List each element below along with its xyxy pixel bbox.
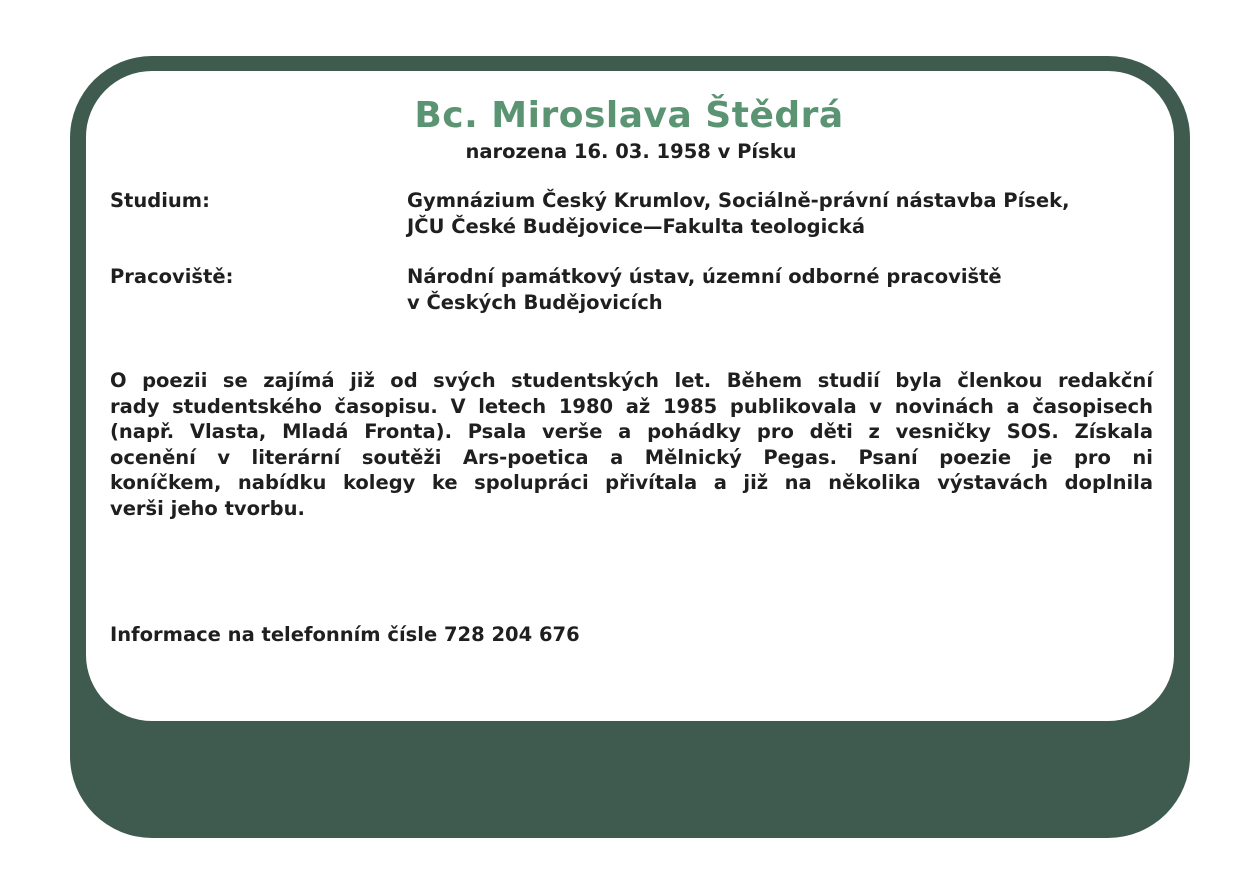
studium-line: Gymnázium Český Krumlov, Sociálně-právní nástavba Písek,	[407, 189, 1070, 212]
pracoviste-line: Národní památkový ústav, územní odborné pracoviště	[407, 265, 1002, 288]
pracoviste-value	[407, 264, 1147, 315]
bio-line: verši jeho tvorbu.	[110, 496, 305, 520]
bio-line: rady studentského časopisu. V letech 1980 až 1985 publikovala v novinách a časopisech	[110, 394, 1153, 418]
biography-paragraph	[110, 368, 1153, 521]
pracoviste-label: Pracoviště:	[110, 265, 234, 288]
studium-label: Studium:	[110, 189, 210, 212]
studium-value	[407, 188, 1147, 239]
bio-line: ocenění v literární soutěži Ars-poetica a Mělnický Pegas. Psaní poezie je pro ni	[110, 445, 1153, 469]
contact-info: Informace na telefonním čísle 728 204 676	[110, 623, 580, 646]
person-name: Bc. Miroslava Štědrá	[414, 95, 844, 136]
bio-line: (např. Vlasta, Mladá Fronta). Psala verše a pohádky pro děti z vesničky SOS. Získala	[110, 420, 1153, 443]
bio-line: O poezii se zajímá již od svých studentských let. Během studií byla členkou redakční	[110, 369, 1153, 392]
birth-info: narozena 16. 03. 1958 v Písku	[465, 140, 797, 163]
pracoviste-line: v Českých Budějovicích	[407, 290, 663, 314]
bio-line: koníčkem, nabídku kolegy ke spolupráci přivítala a již na několika výstavách doplnila	[110, 471, 1153, 494]
studium-line: JČU České Budějovice—Fakulta teologická	[407, 214, 865, 238]
